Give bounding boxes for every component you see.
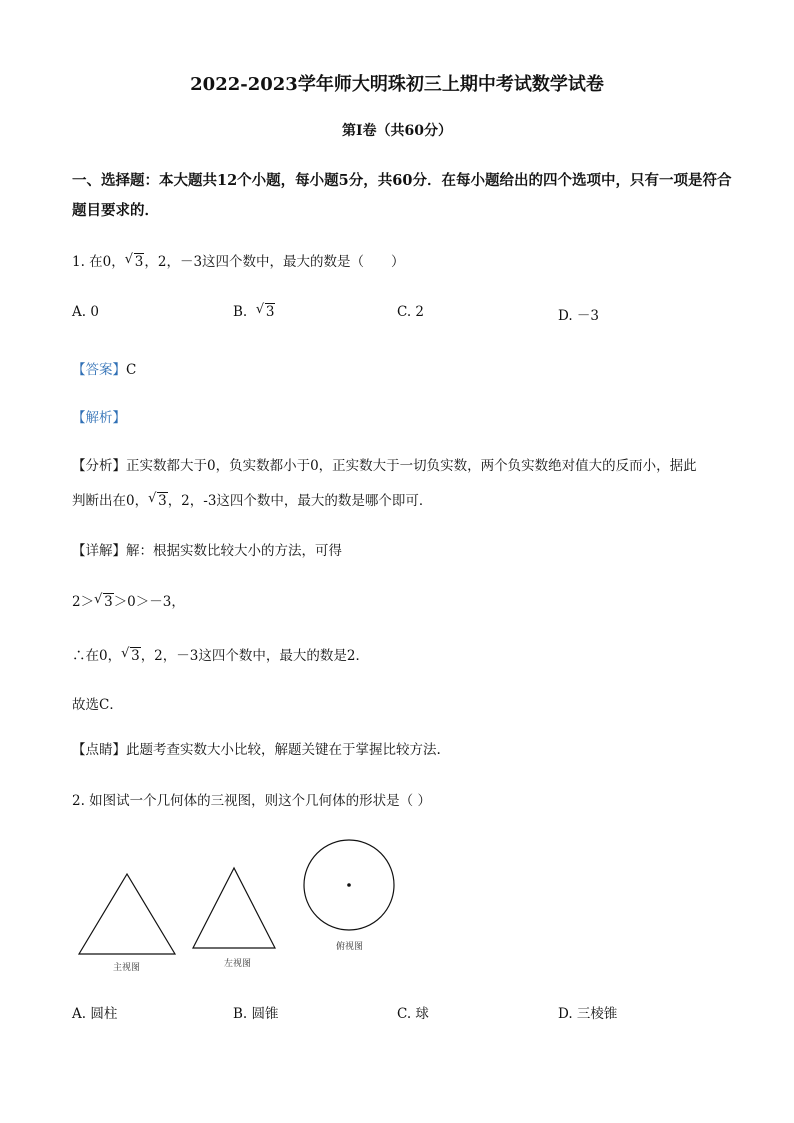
section-subtitle: 第I卷（共60分） — [341, 123, 453, 139]
question-2-stem: 2. 如图试一个几何体的三视图，则这个几何体的形状是（ ） — [72, 793, 431, 809]
sqrt-expression: √ 3 — [256, 304, 276, 320]
front-view-label: 主视图 — [113, 963, 141, 973]
answer-value: C — [126, 362, 137, 378]
q1-choice: 故选C． — [72, 697, 123, 713]
answer-tag: 【答案】 — [72, 362, 126, 378]
q1-option-a: A. 0 — [72, 304, 99, 320]
fenxi-tag: 【分析】 — [72, 458, 126, 474]
sqrt-expression: √ 3 — [148, 493, 168, 509]
sqrt-expression: √ 3 — [94, 594, 114, 610]
sqrt-expression: √ 3 — [121, 648, 141, 664]
q1-stem-after: ，2，－3这四个数中，最大的数是（ ） — [144, 254, 405, 270]
q1-stem-before: 1. 在0， — [72, 254, 125, 270]
q1-option-d: D. －3 — [558, 308, 600, 324]
xiangjie-tag: 【详解】 — [72, 543, 126, 559]
top-view-label: 俯视图 — [336, 942, 364, 952]
q1-option-c: C. 2 — [397, 304, 425, 320]
left-view-label: 左视图 — [224, 959, 252, 969]
front-view-triangle — [79, 874, 175, 954]
top-view-center-dot — [347, 883, 351, 887]
q2-option-d: D. 三棱锥 — [558, 1006, 618, 1022]
sqrt-expression: √ 3 — [125, 254, 145, 270]
q1-fenxi-line2: 判断出在0，√ 3，2，-3这四个数中，最大的数是哪个即可． — [72, 489, 432, 509]
dianjing-tag: 【点睛】 — [72, 742, 126, 758]
q1-option-b: B. √ 3 — [233, 304, 275, 320]
left-view-triangle — [193, 868, 275, 948]
section-instructions: 一、选择题：本大题共12个小题，每小题5分，共60分．在每小题给出的四个选项中，只有一项是符合题目要求的． — [72, 172, 732, 219]
page-title: 2022-2023学年师大明珠初三上期中考试数学试卷 — [190, 74, 604, 95]
q1-dianjing: 【点睛】此题考查实数大小比较，解题关键在于掌握比较方法. — [72, 742, 441, 758]
analysis-tag: 【解析】 — [72, 410, 126, 426]
q2-option-c: C. 球 — [397, 1006, 429, 1022]
q1-inequality: 2＞√ 3＞0＞－3， — [72, 590, 185, 610]
q2-option-b: B. 圆锥 — [233, 1006, 279, 1022]
q2-option-a: A. 圆柱 — [72, 1006, 118, 1022]
q1-xiangjie: 【详解】解：根据实数比较大小的方法，可得 — [72, 543, 342, 559]
q1-fenxi-line1: 【分析】正实数都大于0，负实数都小于0，正实数大于一切负实数，两个负实数绝对值大的反而小，据此 — [72, 458, 697, 474]
q1-conclusion: ∴在0，√ 3，2，－3这四个数中，最大的数是2． — [72, 644, 369, 664]
